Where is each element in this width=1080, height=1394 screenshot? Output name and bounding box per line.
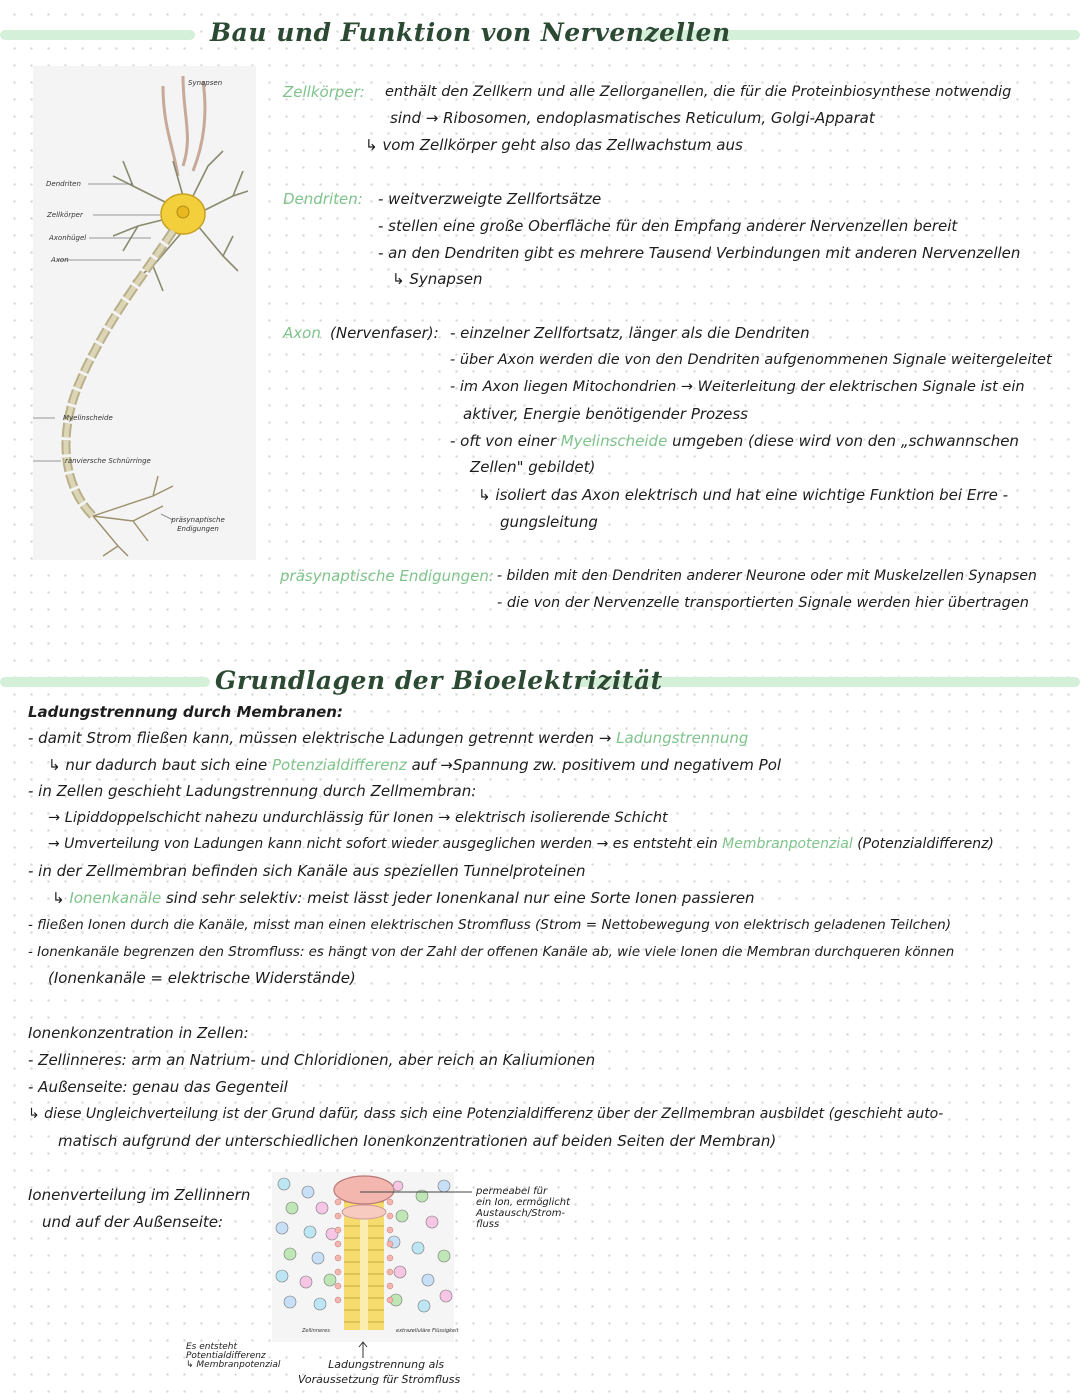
dendriten-line-1: - weitverzweigte Zellfortsätze xyxy=(378,190,602,208)
neuron-diagram xyxy=(33,66,256,560)
dendriten-line-3: - an den Dendriten gibt es mehrere Tausend Verbindungen mit anderen Nervenzellen xyxy=(378,244,1021,262)
label-axonhuegel: Axonhügel xyxy=(49,234,87,242)
q1: - Zellinneres: arm an Natrium- und Chloridionen, aber reich an Kaliumionen xyxy=(28,1051,596,1069)
zellkoerper-line-2: sind → Ribosomen, endoplasmatisches Reticulum, Golgi-Apparat xyxy=(390,109,875,127)
endigungen-line-1: - bilden mit den Dendriten anderer Neurone oder mit Muskelzellen Synapsen xyxy=(497,568,1037,584)
axon-line-2: - über Axon werden die von den Dendriten aufgenommenen Signale weitergeleitet xyxy=(450,352,1052,368)
axon-line-5a: - oft von einer xyxy=(450,432,556,450)
axon-line-5 xyxy=(450,432,1019,451)
perm-line-2: ein Ion, ermöglicht xyxy=(476,1197,570,1208)
p9: - Ionenkanäle begrenzen den Stromfluss: es hängt von der Zahl der offenen Kanäle ab, wie viele Ionen die Membran durchqueren können xyxy=(28,945,955,960)
axon-line-3: - im Axon liegen Mitochondrien → Weiterleitung der elektrischen Signale ist ein xyxy=(450,379,1025,395)
label-zellkoerper: Zellkörper xyxy=(47,211,83,219)
p5 xyxy=(48,835,994,854)
term-potenzialdifferenz: Potenzialdifferenz xyxy=(272,756,407,774)
perm-line-3: Austausch/Strom- xyxy=(476,1208,566,1219)
zellkoerper-line-3: ↳ vom Zellkörper geht also das Zellwachstum aus xyxy=(365,136,743,154)
label-schnuerringe: ranviersche Schnürringe xyxy=(65,457,151,465)
label-aussen: extrazelluläre Flüssigkeit xyxy=(396,1328,459,1334)
axon-line-1: - einzelner Zellfortsatz, länger als die Dendriten xyxy=(450,324,810,342)
p4: → Lipiddoppelschicht nahezu undurchlässig für Ionen → elektrisch isolierende Schicht xyxy=(48,810,668,826)
term-dendriten: Dendriten: xyxy=(283,190,363,208)
term-ladungstrennung: Ladungstrennung xyxy=(616,729,749,747)
q3: ↳ diese Ungleichverteilung ist der Grund dafür, dass sich eine Potenzialdifferenz über der Zellmembran ausbildet (geschieht auto- xyxy=(28,1106,944,1122)
axon-line-6: Zellen" gebildet) xyxy=(470,458,596,476)
term-membranpotenzial: Membranpotenzial xyxy=(722,836,853,852)
p7-text-c: sind sehr selektiv: meist lässt jeder Ionenkanal nur eine Sorte Ionen passieren xyxy=(165,889,755,907)
heading-ladungstrennung: Ladungstrennung durch Membranen: xyxy=(28,703,343,721)
term-axon: Axon xyxy=(283,324,321,342)
p1 xyxy=(28,729,748,748)
pd-line-1: Es entsteht xyxy=(186,1342,237,1352)
label-axon: Axon xyxy=(51,256,69,264)
p6: - in der Zellmembran befinden sich Kanäle aus speziellen Tunnelproteinen xyxy=(28,862,586,880)
label-zellinneres: Zellinneres xyxy=(302,1328,330,1334)
title-underline xyxy=(0,30,195,40)
label-synapsen: Synapsen xyxy=(188,79,223,87)
term-ionenkanaele: Ionenkanäle xyxy=(69,889,162,907)
lt-line-1: Ladungstrennung als xyxy=(328,1358,445,1371)
lt-line-2: Voraussetzung für Stromfluss xyxy=(298,1373,461,1386)
potential-note xyxy=(186,1343,280,1370)
term-myelinscheide: Myelinscheide xyxy=(560,432,668,450)
pd-line-3: ↳ Membranpotenzial xyxy=(186,1360,281,1370)
perm-line-1: permeabel für xyxy=(476,1186,548,1197)
p5-text-c: (Potenzialdifferenz) xyxy=(857,836,994,852)
neuron-drawing xyxy=(33,66,256,560)
endigungen-line-2: - die von der Nervenzelle transportierten Signale werden hier übertragen xyxy=(497,595,1029,611)
p2-text-a: ↳ nur dadurch baut sich eine xyxy=(48,756,268,774)
ionenverteilung-label-1: Ionenverteilung im Zellinnern xyxy=(28,1186,251,1204)
section-title: Grundlagen der Bioelektrizität xyxy=(215,666,663,695)
term-zellkoerper: Zellkörper: xyxy=(283,83,365,101)
axon-line-7: ↳ isoliert das Axon elektrisch und hat eine wichtige Funktion bei Erre - xyxy=(478,486,1009,504)
section-title: Bau und Funktion von Nervenzellen xyxy=(210,18,731,47)
perm-line-4: fluss xyxy=(476,1219,500,1230)
label-dendriten: Dendriten xyxy=(46,180,81,188)
axon-line-8: gungsleitung xyxy=(500,513,598,531)
zellkoerper-line-1: enthält den Zellkern und alle Zellorganellen, die für die Proteinbiosynthese notwendig xyxy=(385,84,1012,100)
dendriten-line-2: - stellen eine große Oberfläche für den Empfang anderer Nervenzellen bereit xyxy=(378,217,958,235)
p3: - in Zellen geschieht Ladungstrennung durch Zellmembran: xyxy=(28,782,477,800)
axon-line-4: aktiver, Energie benötigender Prozess xyxy=(463,405,748,423)
heading-ionenkonzentration: Ionenkonzentration in Zellen: xyxy=(28,1024,249,1042)
title-underline xyxy=(0,677,210,687)
term-endigungen: präsynaptische Endigungen: xyxy=(280,567,494,585)
axon-line-5c: umgeben (diese wird von den „schwannschen xyxy=(672,432,1019,450)
label-endigungen: präsynaptische Endigungen xyxy=(171,516,225,533)
separation-note xyxy=(298,1357,460,1387)
p2 xyxy=(48,756,781,775)
perm-note xyxy=(476,1186,570,1230)
dendriten-line-4: ↳ Synapsen xyxy=(392,270,483,288)
ionenverteilung-label-2: und auf der Außenseite: xyxy=(42,1213,224,1231)
q2: - Außenseite: genau das Gegenteil xyxy=(28,1078,288,1096)
q4: matisch aufgrund der unterschiedlichen Ionenkonzentrationen auf beiden Seiten der Membran) xyxy=(58,1132,777,1150)
p2-text-c: auf →Spannung zw. positivem und negativem Pol xyxy=(411,756,782,774)
pd-line-2: Potentialdifferenz xyxy=(186,1351,266,1361)
label-myelinscheide: Myelinscheide xyxy=(63,414,113,422)
p7 xyxy=(52,889,755,908)
p7-arrow: ↳ xyxy=(52,889,65,907)
term-axon-suffix: (Nervenfaser): xyxy=(330,324,439,342)
p1-text: - damit Strom fließen kann, müssen elektrische Ladungen getrennt werden → xyxy=(28,729,612,747)
p5-text-a: → Umverteilung von Ladungen kann nicht sofort wieder ausgeglichen werden → es entsteht ein xyxy=(48,836,718,852)
p8: - fließen Ionen durch die Kanäle, misst man einen elektrischen Stromfluss (Strom = Nettobewegung von elektrisch geladenen Teilchen) xyxy=(28,917,952,933)
p10: (Ionenkanäle = elektrische Widerstände) xyxy=(48,969,356,987)
